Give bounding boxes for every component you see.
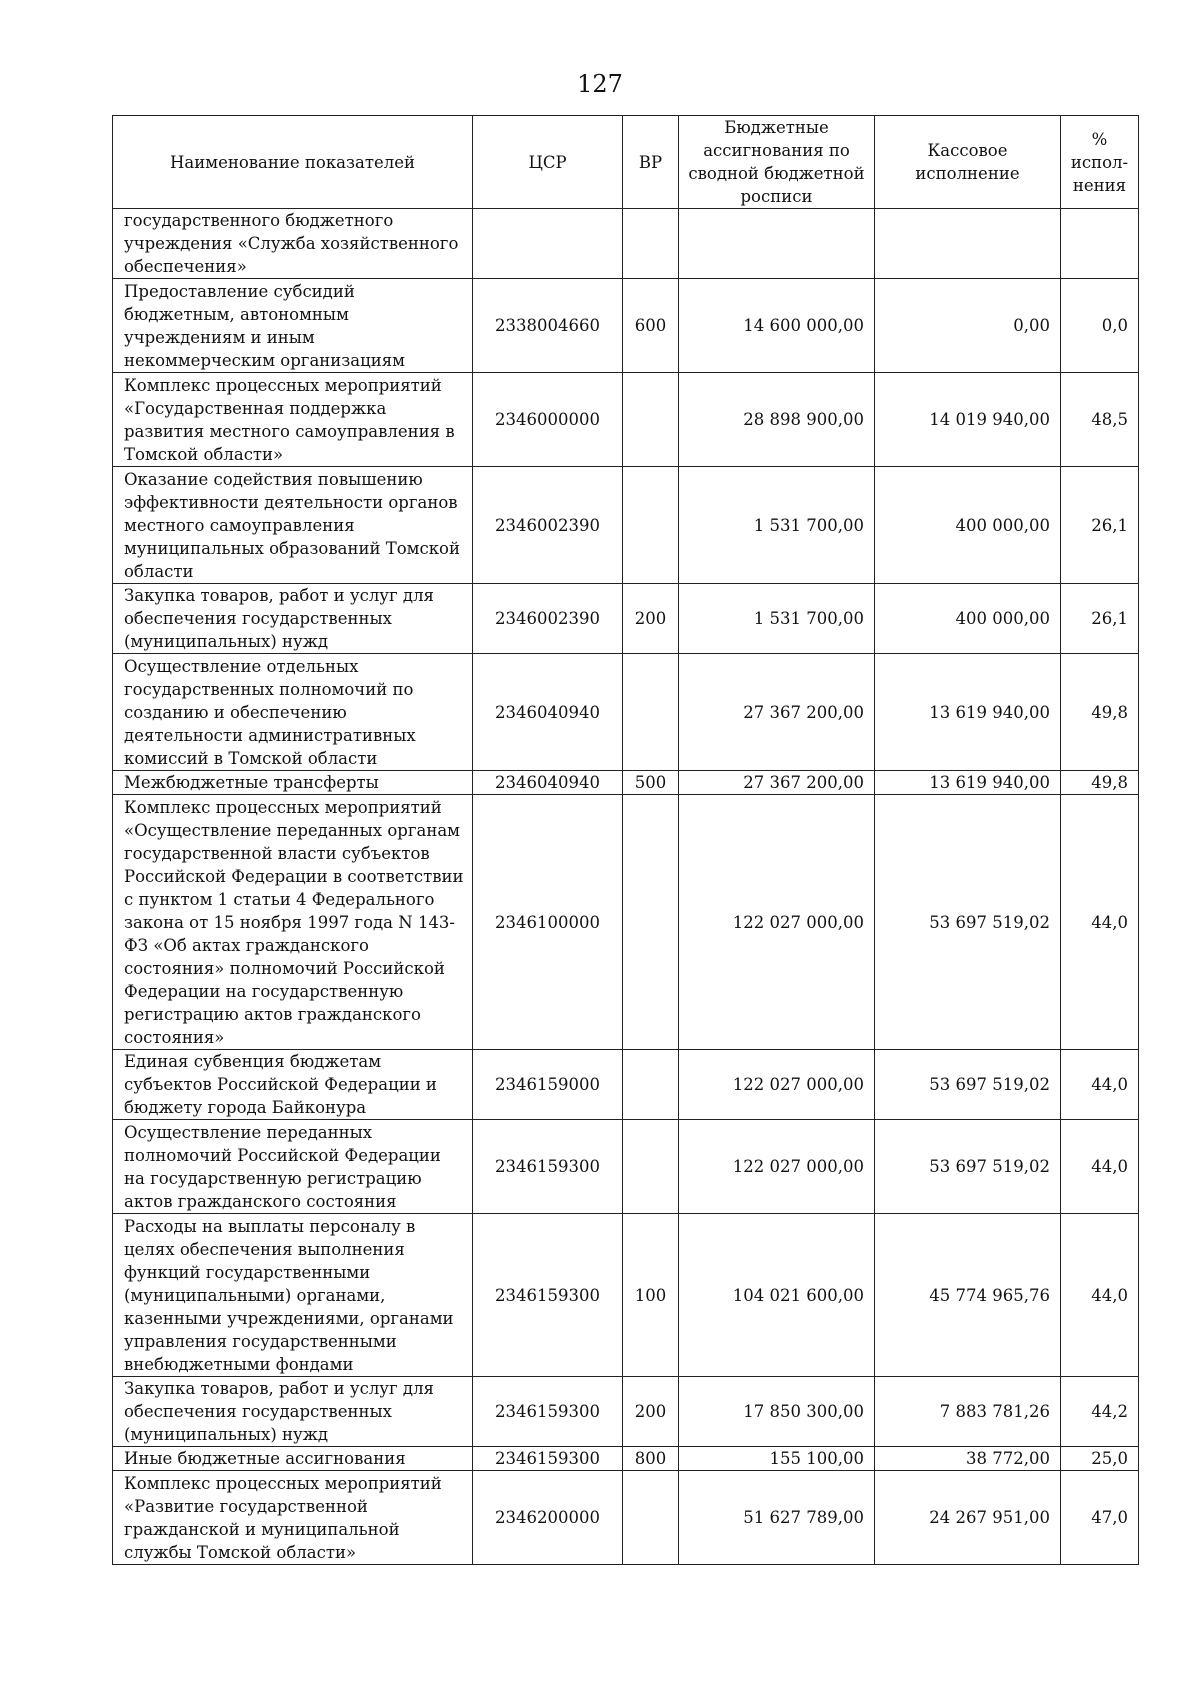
cell-csr: 2346040940 xyxy=(473,771,623,795)
header-cash: Кассовое исполнение xyxy=(875,116,1061,209)
cell-csr: 2346159300 xyxy=(473,1377,623,1447)
cell-budget: 1 531 700,00 xyxy=(679,467,875,584)
cell-vr: 200 xyxy=(623,584,679,654)
cell-vr: 800 xyxy=(623,1447,679,1471)
cell-pct: 26,1 xyxy=(1061,467,1139,584)
cell-cash: 7 883 781,26 xyxy=(875,1377,1061,1447)
cell-name: государственного бюджетного учреждения «Служба хозяйственного обеспечения» xyxy=(113,209,473,279)
table-row xyxy=(113,795,1139,1050)
cell-budget: 27 367 200,00 xyxy=(679,771,875,795)
cell-pct: 44,0 xyxy=(1061,795,1139,1050)
cell-vr: 500 xyxy=(623,771,679,795)
cell-cash: 53 697 519,02 xyxy=(875,1050,1061,1120)
cell-csr xyxy=(473,209,623,279)
cell-pct: 49,8 xyxy=(1061,771,1139,795)
cell-vr xyxy=(623,209,679,279)
cell-name: Расходы на выплаты персоналу в целях обеспечения выполнения функций государственными (муниципальными) органами, казенными учреждениями, органами управления государственными внебюджетными фондами xyxy=(113,1214,473,1377)
cell-cash xyxy=(875,209,1061,279)
cell-pct xyxy=(1061,209,1139,279)
cell-pct: 48,5 xyxy=(1061,373,1139,467)
cell-name: Комплекс процессных мероприятий «Осуществление переданных органам государственной власти субъектов Российской Федерации в соответствии с пунктом 1 статьи 4 Федерального закона от 15 ноября 1997 года N 143-ФЗ «Об актах гражданского состояния» полномочий Российской Федерации на государственную регистрацию актов гражданского состояния» xyxy=(113,795,473,1050)
cell-cash: 53 697 519,02 xyxy=(875,1120,1061,1214)
cell-vr: 600 xyxy=(623,279,679,373)
cell-cash: 53 697 519,02 xyxy=(875,795,1061,1050)
cell-budget: 1 531 700,00 xyxy=(679,584,875,654)
cell-csr: 2338004660 xyxy=(473,279,623,373)
cell-csr: 2346100000 xyxy=(473,795,623,1050)
cell-cash: 0,00 xyxy=(875,279,1061,373)
cell-budget: 28 898 900,00 xyxy=(679,373,875,467)
cell-csr: 2346159300 xyxy=(473,1214,623,1377)
cell-name: Закупка товаров, работ и услуг для обеспечения государственных (муниципальных) нужд xyxy=(113,1377,473,1447)
cell-pct: 26,1 xyxy=(1061,584,1139,654)
cell-cash: 45 774 965,76 xyxy=(875,1214,1061,1377)
cell-vr xyxy=(623,373,679,467)
cell-csr: 2346159300 xyxy=(473,1447,623,1471)
table-row xyxy=(113,1214,1139,1377)
cell-name: Закупка товаров, работ и услуг для обеспечения государственных (муниципальных) нужд xyxy=(113,584,473,654)
cell-pct: 25,0 xyxy=(1061,1447,1139,1471)
table-row xyxy=(113,209,1139,279)
header-csr: ЦСР xyxy=(473,116,623,209)
cell-cash: 13 619 940,00 xyxy=(875,654,1061,771)
cell-pct: 0,0 xyxy=(1061,279,1139,373)
cell-csr: 2346200000 xyxy=(473,1471,623,1565)
cell-vr xyxy=(623,1050,679,1120)
cell-cash: 13 619 940,00 xyxy=(875,771,1061,795)
cell-pct: 44,0 xyxy=(1061,1214,1139,1377)
cell-name: Межбюджетные трансферты xyxy=(113,771,473,795)
cell-pct: 47,0 xyxy=(1061,1471,1139,1565)
cell-budget: 122 027 000,00 xyxy=(679,1050,875,1120)
table-row xyxy=(113,654,1139,771)
cell-budget: 104 021 600,00 xyxy=(679,1214,875,1377)
cell-csr: 2346159000 xyxy=(473,1050,623,1120)
table-row xyxy=(113,771,1139,795)
cell-name: Комплекс процессных мероприятий «Развитие государственной гражданской и муниципальной службы Томской области» xyxy=(113,1471,473,1565)
table-row xyxy=(113,1471,1139,1565)
cell-budget: 122 027 000,00 xyxy=(679,795,875,1050)
table-row xyxy=(113,467,1139,584)
cell-budget: 17 850 300,00 xyxy=(679,1377,875,1447)
page-number: 127 xyxy=(577,70,623,98)
cell-csr: 2346002390 xyxy=(473,584,623,654)
table-row xyxy=(113,1377,1139,1447)
table-header xyxy=(113,116,1139,209)
table-row xyxy=(113,584,1139,654)
cell-name: Предоставление субсидий бюджетным, автономным учреждениям и иным некоммерческим организациям xyxy=(113,279,473,373)
table-row xyxy=(113,279,1139,373)
cell-cash: 24 267 951,00 xyxy=(875,1471,1061,1565)
cell-cash: 14 019 940,00 xyxy=(875,373,1061,467)
cell-name: Комплекс процессных мероприятий «Государственная поддержка развития местного самоуправления в Томской области» xyxy=(113,373,473,467)
cell-name: Оказание содействия повышению эффективности деятельности органов местного самоуправления муниципальных образований Томской области xyxy=(113,467,473,584)
cell-cash: 400 000,00 xyxy=(875,467,1061,584)
table-body xyxy=(113,209,1139,1565)
cell-csr: 2346002390 xyxy=(473,467,623,584)
cell-vr xyxy=(623,1471,679,1565)
cell-budget: 27 367 200,00 xyxy=(679,654,875,771)
cell-vr: 100 xyxy=(623,1214,679,1377)
table-row xyxy=(113,1120,1139,1214)
header-name: Наименование показателей xyxy=(113,116,473,209)
table-row xyxy=(113,1447,1139,1471)
cell-name: Иные бюджетные ассигнования xyxy=(113,1447,473,1471)
header-pct: % испол-нения xyxy=(1061,116,1139,209)
cell-vr: 200 xyxy=(623,1377,679,1447)
cell-csr: 2346000000 xyxy=(473,373,623,467)
cell-budget: 155 100,00 xyxy=(679,1447,875,1471)
header-budget: Бюджетные ассигнования по сводной бюджетной росписи xyxy=(679,116,875,209)
cell-budget: 122 027 000,00 xyxy=(679,1120,875,1214)
cell-name: Осуществление отдельных государственных полномочий по созданию и обеспечению деятельности административных комиссий в Томской области xyxy=(113,654,473,771)
cell-budget: 51 627 789,00 xyxy=(679,1471,875,1565)
table-row xyxy=(113,1050,1139,1120)
cell-vr xyxy=(623,467,679,584)
cell-csr: 2346040940 xyxy=(473,654,623,771)
cell-vr xyxy=(623,795,679,1050)
header-vr: ВР xyxy=(623,116,679,209)
cell-pct: 49,8 xyxy=(1061,654,1139,771)
cell-cash: 400 000,00 xyxy=(875,584,1061,654)
cell-cash: 38 772,00 xyxy=(875,1447,1061,1471)
cell-budget: 14 600 000,00 xyxy=(679,279,875,373)
table-row xyxy=(113,373,1139,467)
budget-table xyxy=(112,115,1139,1565)
cell-pct: 44,2 xyxy=(1061,1377,1139,1447)
cell-vr xyxy=(623,654,679,771)
cell-vr xyxy=(623,1120,679,1214)
cell-pct: 44,0 xyxy=(1061,1120,1139,1214)
cell-name: Единая субвенция бюджетам субъектов Российской Федерации и бюджету города Байконура xyxy=(113,1050,473,1120)
cell-pct: 44,0 xyxy=(1061,1050,1139,1120)
cell-csr: 2346159300 xyxy=(473,1120,623,1214)
header-row xyxy=(113,116,1139,209)
cell-budget xyxy=(679,209,875,279)
cell-name: Осуществление переданных полномочий Российской Федерации на государственную регистрацию актов гражданского состояния xyxy=(113,1120,473,1214)
